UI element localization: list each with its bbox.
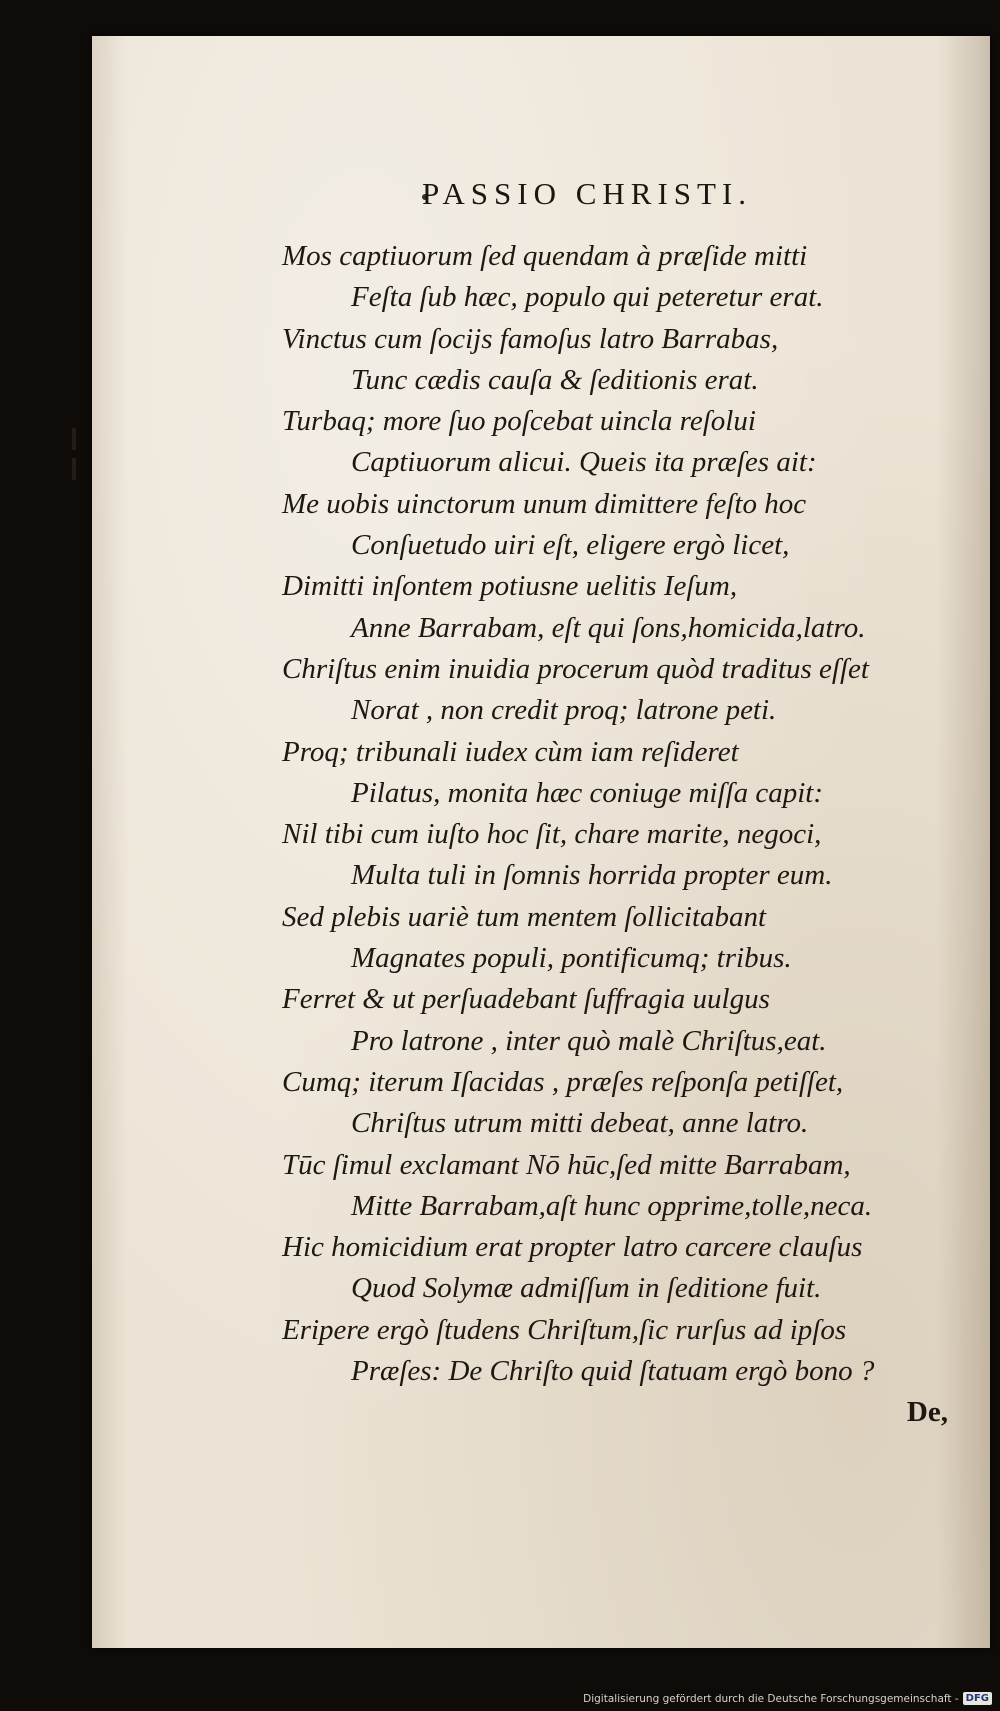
verse-line: Chriſtus utrum mitti debeat, anne latro. [351,1107,809,1140]
verse-line: Magnates populi, pontificumq; tribus. [351,942,792,975]
catchword: De, [906,1396,948,1429]
verse-line: Conſuetudo uiri eſt, eligere ergò licet, [351,529,790,562]
edge-mark [72,458,76,480]
dfg-logo-icon: DFG [963,1692,992,1705]
verse-line: Turbaq; more ſuo poſcebat uincla reſolui [282,405,756,438]
verse-line: Captiuorum alicui. Queis ita præſes ait: [351,446,817,479]
verse-line: Pilatus, monita hæc coniuge miſſa capit: [351,776,824,809]
verse-line: Pro latrone , inter quò malè Chriſtus,eat. [351,1024,827,1057]
verse-line: Multa tuli in ſomnis horrida propter eum. [351,859,833,892]
verse-line: Præſes: De Chriſto quid ſtatuam ergò bono ? [351,1355,875,1388]
verse-line: Norat , non credit proq; latrone peti. [351,694,777,727]
verse-line: Cumq; iterum Iſacidas , præſes reſponſa petiſſet, [282,1065,844,1098]
book-page [92,36,990,1648]
facing-page-edge [66,420,86,510]
verse-line: Feſta ſub hæc, populo qui peteretur erat. [351,281,824,314]
verse-line: Chriſtus enim inuidia procerum quòd traditus eſſet [282,652,869,685]
verse-line: Dimitti inſontem potiusne uelitis Ieſum, [282,570,738,603]
verse-line: Hic homicidium erat propter latro carcere clauſus [282,1231,863,1264]
verse-line: Ferret & ut perſuadebant ſuffragia uulgus [282,983,770,1016]
verse-line: Sed plebis uariè tum mentem ſollicitabant [282,900,767,933]
verse-body [92,236,990,1434]
verse-line: Mos captiuorum ſed quendam à præſide mitti [282,240,808,272]
verse-line: Vinctus cum ſocijs famoſus latro Barrabas, [282,322,779,355]
footer-text: Digitalisierung gefördert durch die Deutsche Forschungsgemeinschaft - [583,1692,959,1705]
digitization-footer [583,1692,992,1705]
verse-line: Quod Solymæ admiſſum in ſeditione fuit. [351,1272,822,1305]
verse-line: Tunc cædis cauſa & ſeditionis erat. [351,363,759,396]
edge-mark [72,428,76,450]
verse-line: Me uobis uinctorum unum dimittere feſto hoc [282,487,807,520]
verse-line: Anne Barrabam, eſt qui ſons,homicida,latro. [351,611,866,644]
verse-line: Proq; tribunali iudex cùm iam reſideret [282,735,739,768]
verse-line: Tūc ſimul exclamant Nō hūc,ſed mitte Barrabam, [282,1148,851,1181]
verse-line: Eripere ergò ſtudens Chriſtum,ſic rurſus ad ipſos [282,1313,847,1346]
verse-line: Mitte Barrabam,aſt hunc opprime,tolle,neca. [351,1189,873,1222]
verse-line: Nil tibi cum iuſto hoc ſit, chare marite, negoci, [282,818,822,851]
running-head: PASSIO CHRISTI. [422,176,753,211]
